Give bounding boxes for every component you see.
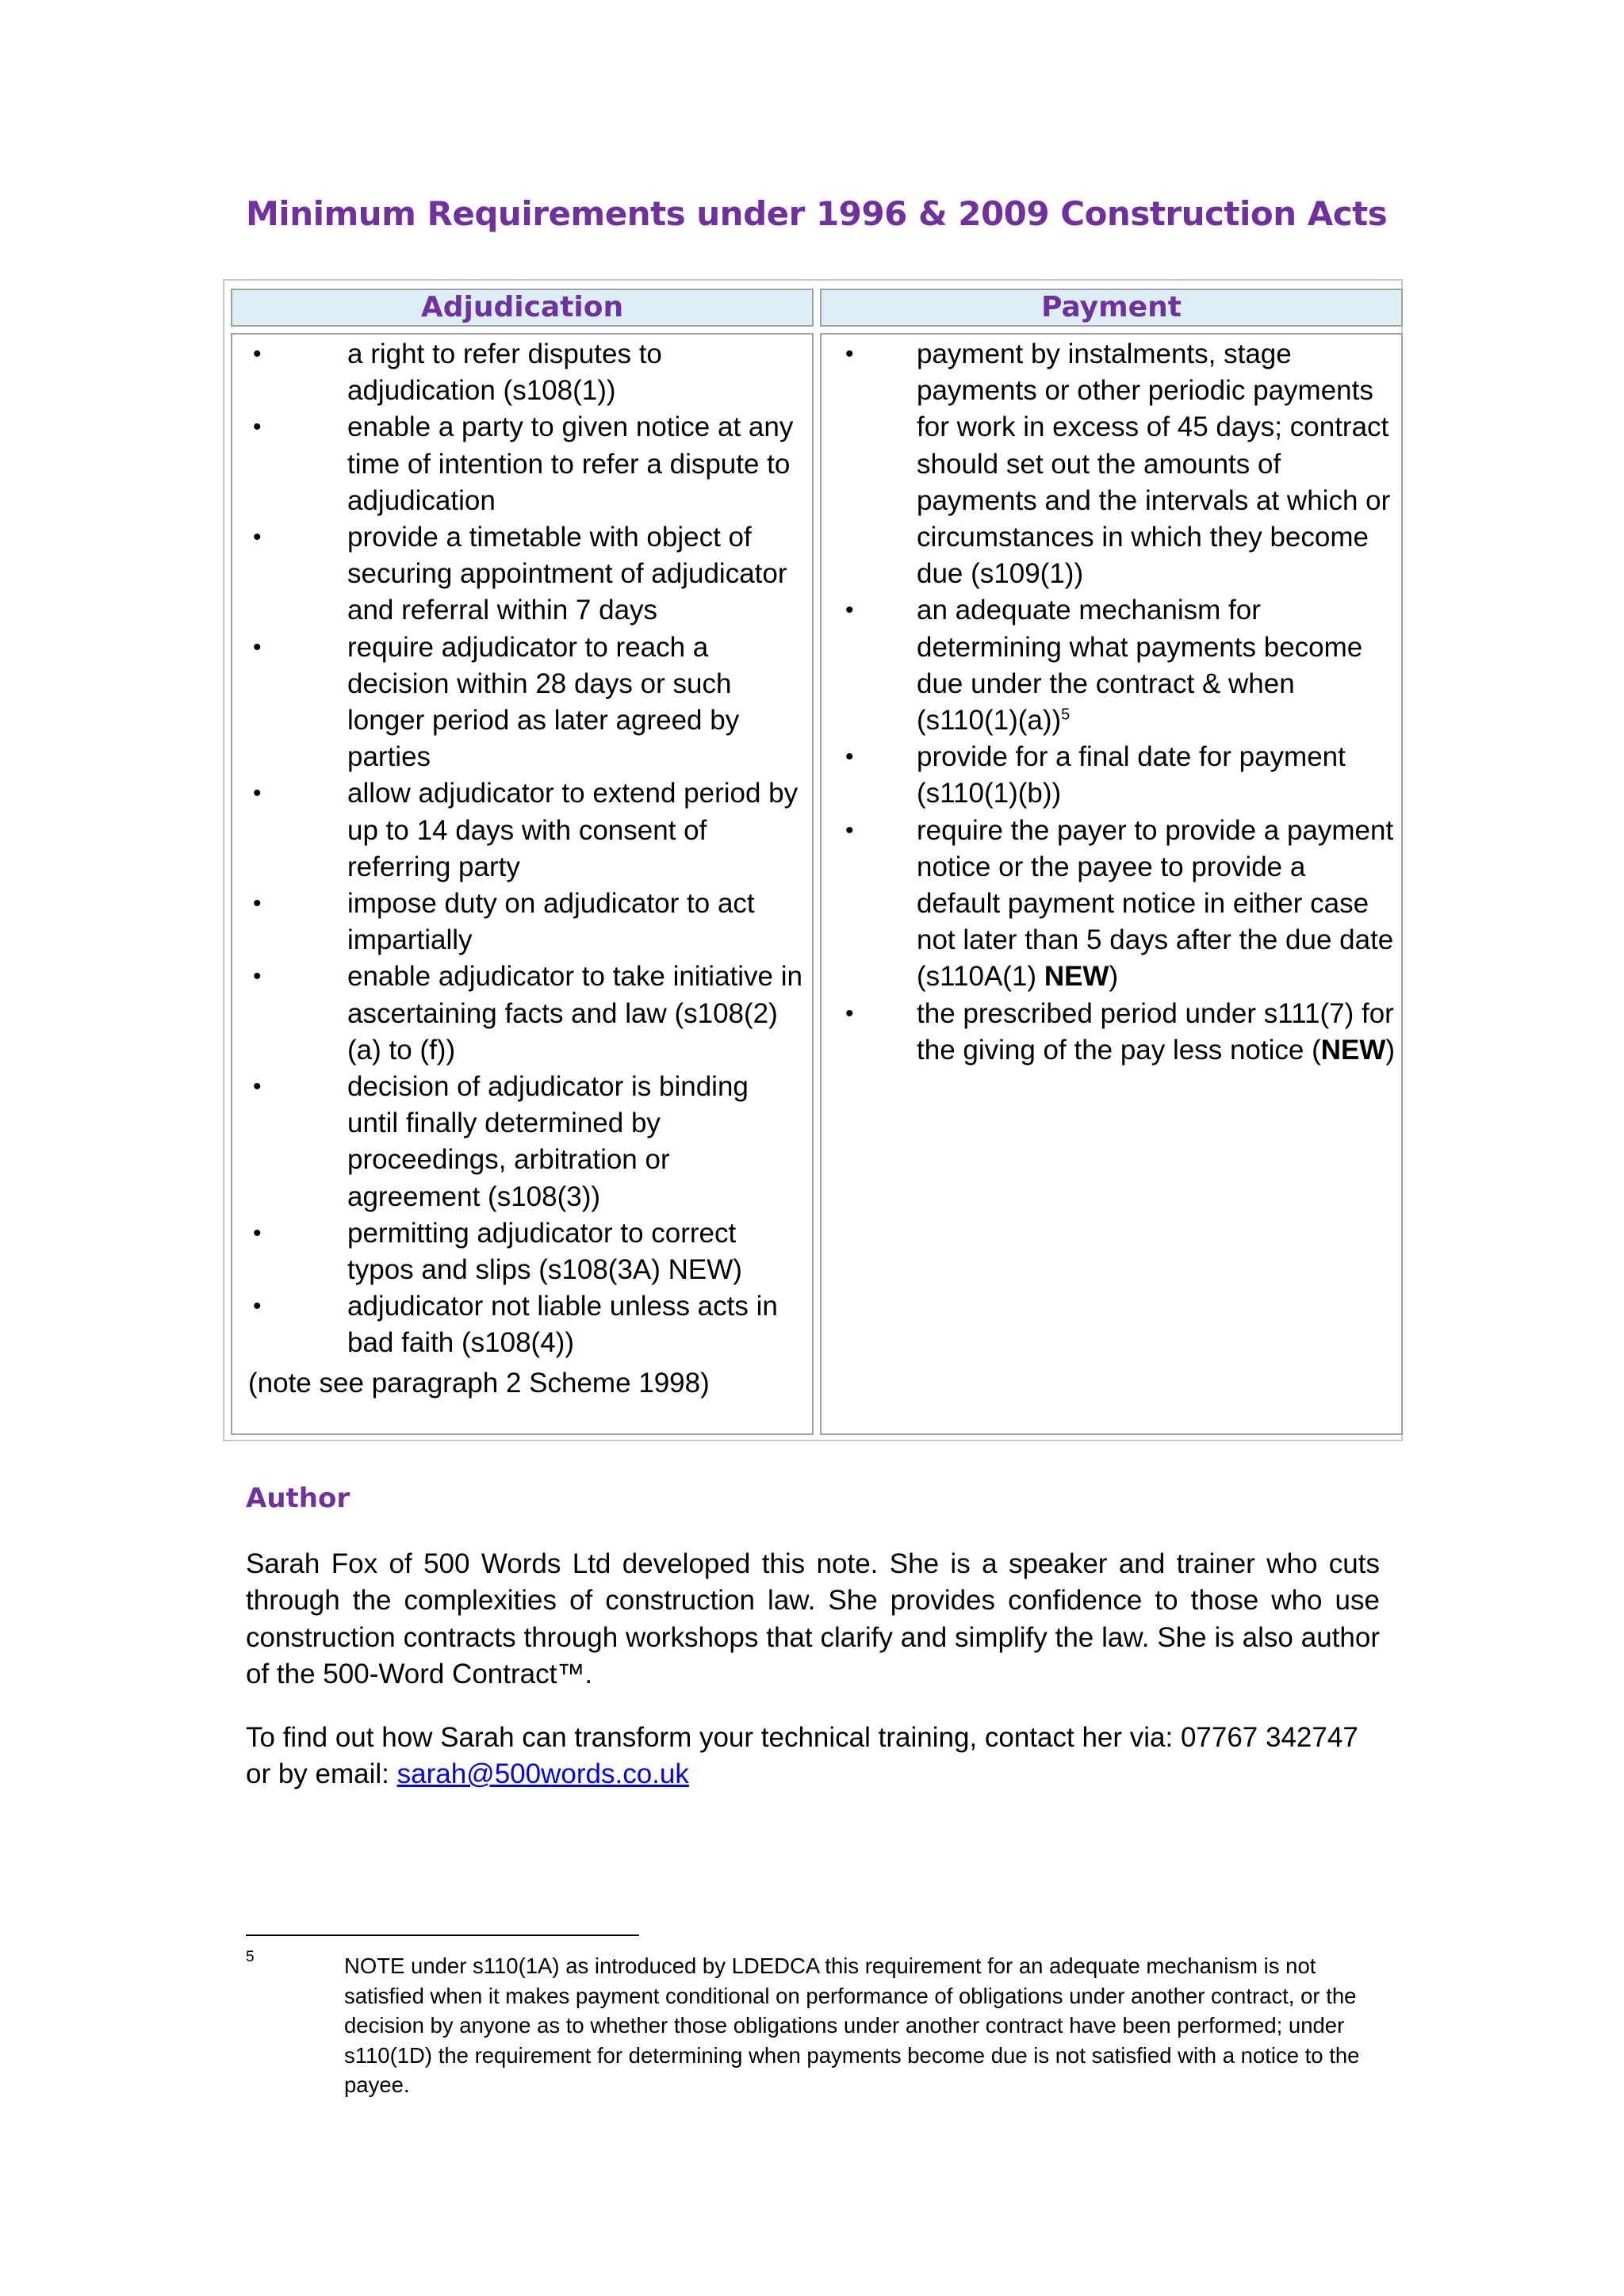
requirements-table (223, 279, 1403, 1441)
footnote-number: 5 (246, 1949, 255, 1965)
bullet-icon: • (845, 744, 854, 771)
list-item: • the prescribed period under s111(7) for the giving of the pay less notice (NEW) (822, 996, 1396, 1069)
payment-column (820, 333, 1403, 1435)
adjudication-header: Adjudication (231, 289, 814, 327)
list-item: • a right to refer disputes to adjudication (s108(1)) (232, 336, 803, 409)
bullet-icon: • (845, 597, 854, 624)
email-link[interactable]: sarah@500words.co.uk (396, 1758, 689, 1790)
list-item: • an adequate mechanism for determining what payments become due under the contract & when (s110(1)(a))$^5$ (822, 592, 1396, 739)
footnote-reference[interactable]: 5 (1061, 706, 1071, 724)
payment-header: Payment (820, 289, 1403, 327)
bullet-icon: • (253, 1293, 262, 1320)
new-marker: NEW (1320, 1034, 1386, 1066)
bullet-icon: • (845, 341, 854, 367)
author-heading: Author (246, 1483, 350, 1514)
list-item: • provide a timetable with object of securing appointment of adjudicator and referral within 7 days (232, 519, 803, 629)
list-item: • require adjudicator to reach a decision within 28 days or such longer period as later agreed by parties (232, 629, 803, 776)
adjudication-note: (note see paragraph 2 Scheme 1998) (248, 1368, 710, 1399)
page-title: Minimum Requirements under 1996 & 2009 Construction Acts (246, 194, 1388, 233)
bullet-icon: • (253, 780, 262, 807)
bullet-icon: • (253, 1219, 262, 1246)
contact-paragraph: To find out how Sarah can transform your technical training, contact her via: 07767 342747 or by email: sarah@500words.co.uk (246, 1722, 1358, 1790)
footnote-text: NOTE under s110(1A) as introduced by LDEDCA this requirement for an adequate mechanism is not satisfied when it makes payment conditional on performance of obligations under another contract, or the decision by anyone as to whether those obligations under another contract have been performed; under s110(1D) the requirement for determining when payments become due is not satisfied with a notice to the payee. (344, 1954, 1360, 2097)
list-item: • provide for a final date for payment (s110(1)(b)) (822, 739, 1396, 812)
bullet-icon: • (253, 341, 262, 367)
bullet-icon: • (253, 890, 262, 917)
list-item: • impose duty on adjudicator to act impartially (232, 886, 803, 959)
new-marker: NEW (1044, 961, 1109, 993)
adjudication-column (231, 333, 814, 1435)
bullet-icon: • (253, 524, 262, 551)
list-item: • payment by instalments, stage payments or other periodic payments for work in excess of 45 days; contract should set out the amounts of payments and the intervals at which or circumstances in which they become due (s109(1)) (822, 336, 1396, 592)
list-item: • allow adjudicator to extend period by up to 14 days with consent of referring party (232, 775, 803, 886)
bullet-icon: • (845, 1000, 854, 1027)
author-bio: Sarah Fox of 500 Words Ltd developed this note. She is a speaker and trainer who cuts through the complexities of construction law. She provides confidence to those who use construction contracts through workshops that clarify and simplify the law. She is also author of the 500-Word Contract™. (246, 1548, 1380, 1689)
payment-list (822, 336, 1396, 1069)
bullet-icon: • (253, 414, 262, 441)
list-item: • enable a party to given notice at any time of intention to refer a dispute to adjudication (232, 409, 803, 519)
bullet-icon: • (253, 1073, 262, 1100)
adjudication-list (232, 336, 803, 1362)
bullet-icon: • (253, 633, 262, 660)
list-item: • require the payer to provide a payment notice or the payee to provide a default payment notice in either case not later than 5 days after the due date (s110A(1) NEW) (822, 813, 1396, 996)
list-item: • permitting adjudicator to correct typos and slips (s108(3A) NEW) (232, 1215, 803, 1288)
list-item: • adjudicator not liable unless acts in bad faith (s108(4)) (232, 1288, 803, 1361)
bullet-icon: • (845, 817, 854, 844)
list-item: • enable adjudicator to take initiative in ascertaining facts and law (s108(2)(a) to (f)) (232, 959, 803, 1069)
bullet-icon: • (253, 963, 262, 990)
footnote-divider (246, 1934, 639, 1936)
list-item: • decision of adjudicator is binding until finally determined by proceedings, arbitration or agreement (s108(3)) (232, 1069, 803, 1215)
